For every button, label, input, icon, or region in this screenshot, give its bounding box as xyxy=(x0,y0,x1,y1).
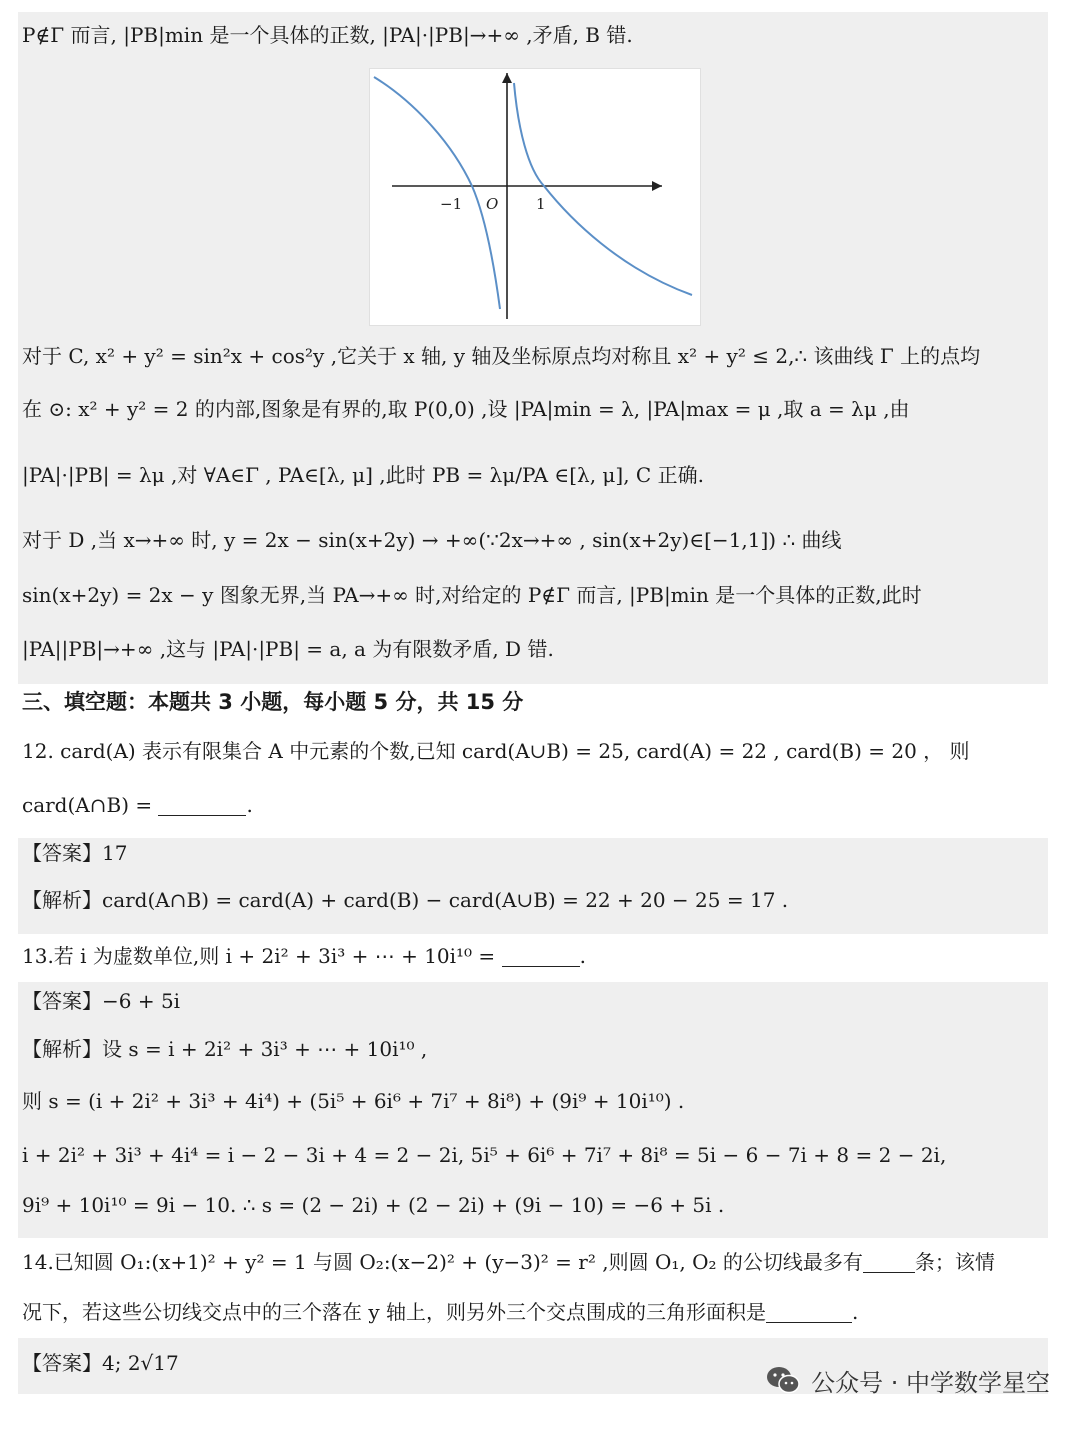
q12-answer xyxy=(22,836,1048,870)
q12-period: . xyxy=(246,793,253,817)
left-curve-branch xyxy=(374,77,500,309)
q12-analysis-text: card(A∩B) = card(A) + card(B) − card(A∪B) = 22 + 20 − 25 = 17 . xyxy=(102,888,789,912)
q14-stem-expr-2: 况下，若这些公切线交点中的三个落在 y 轴上，则另外三个交点围成的三角形面积是 xyxy=(22,1300,767,1324)
q13-answer-label: 【答案】 xyxy=(22,989,102,1013)
option-d-line-3: |PA||PB|→+∞ ,这与 |PA|·|PB| = a, a 为有限数矛盾, D 错. xyxy=(22,637,554,661)
option-d-line-1: 对于 D ,当 x→+∞ 时, y = 2x − sin(x+2y) → +∞(∵2x→+∞ , sin(x+2y)∈[−1,1]) ∴ 曲线 xyxy=(22,528,842,552)
y-axis-arrow xyxy=(502,73,512,83)
q14-period: . xyxy=(852,1300,859,1324)
q13-answer-value: −6 + 5i xyxy=(102,989,181,1013)
q13-answer-blank xyxy=(502,944,580,967)
q13-analysis-label: 【解析】 xyxy=(22,1037,102,1061)
q14-stem-line-2 xyxy=(22,1295,1048,1329)
curve-figure xyxy=(369,68,701,326)
tick-label-1: 1 xyxy=(536,195,546,213)
q12-stem-line-2 xyxy=(22,788,1048,822)
q13-analysis-line-3: i + 2i² + 3i³ + 4i⁴ = i − 2 − 3i + 4 = 2 − 2i, 5i⁵ + 6i⁶ + 7i⁷ + 8i⁸ = 5i − 6 − 7i + 8 = 2 − 2i, xyxy=(22,1143,947,1167)
option-d-line-2: sin(x+2y) = 2x − y 图象无界,当 PA→+∞ 时,对给定的 P∉Γ 而言, |PB|min 是一个具体的正数,此时 xyxy=(22,583,922,607)
q13-stem-expr: 13.若 i 为虚数单位,则 i + 2i² + 3i³ + ⋯ + 10i¹⁰ = xyxy=(22,944,496,968)
q12-stem-expr: card(A∩B) = xyxy=(22,793,153,817)
q12-answer-blank xyxy=(158,793,246,816)
q14-answer-label: 【答案】 xyxy=(22,1351,102,1375)
option-c-line-2: 在 ⊙: x² + y² = 2 的内部,图象是有界的,取 P(0,0) ,设 |PA|min = λ, |PA|max = μ ,取 a = λμ ,由 xyxy=(22,397,910,421)
q14-stem-line-1 xyxy=(22,1245,1048,1279)
q13-period: . xyxy=(579,944,586,968)
x-axis-arrow xyxy=(652,181,662,191)
origin-label: O xyxy=(486,195,499,213)
watermark-text: 公众号 · 中学数学星空 xyxy=(811,1368,1050,1397)
wechat-icon xyxy=(765,1365,801,1395)
curve-graph xyxy=(370,69,700,325)
tick-label-neg1: −1 xyxy=(440,195,463,213)
q13-stem xyxy=(22,939,1048,973)
q14-blank-2 xyxy=(766,1300,852,1323)
q13-analysis-line-2: 则 s = (i + 2i² + 3i³ + 4i⁴) + (5i⁵ + 6i⁶ + 7i⁷ + 8i⁸) + (9i⁹ + 10i¹⁰) . xyxy=(22,1089,685,1113)
q14-blank-1 xyxy=(863,1250,915,1273)
q14-stem-expr: 14.已知圆 O₁:(x+1)² + y² = 1 与圆 O₂:(x−2)² + (y−3)² = r² ,则圆 O₁, O₂ 的公切线最多有 xyxy=(22,1250,863,1274)
q12-answer-label: 【答案】 xyxy=(22,841,102,865)
q14-answer xyxy=(22,1346,740,1380)
q13-analysis-line-4: 9i⁹ + 10i¹⁰ = 9i − 10. ∴ s = (2 − 2i) + (2 − 2i) + (9i − 10) = −6 + 5i . xyxy=(22,1193,725,1217)
q13-analysis-text-1: 设 s = i + 2i² + 3i³ + ⋯ + 10i¹⁰ , xyxy=(102,1037,428,1061)
q14-stem-tail: 条；该情 xyxy=(914,1250,995,1274)
q12-answer-value: 17 xyxy=(102,841,128,865)
option-c-line-1: 对于 C, x² + y² = sin²x + cos²y ,它关于 x 轴, y 轴及坐标原点均对称且 x² + y² ≤ 2,∴ 该曲线 Γ 上的点均 xyxy=(22,344,981,368)
continuation-line: P∉Γ 而言, |PB|min 是一个具体的正数, |PA|·|PB|→+∞ ,矛盾, B 错. xyxy=(22,23,633,47)
q13-analysis xyxy=(22,1032,1048,1066)
wechat-watermark xyxy=(765,1360,1050,1400)
section-heading: 三、填空题：本题共 3 小题，每小题 5 分，共 15 分 xyxy=(22,690,524,714)
option-c-line-3: |PA|·|PB| = λμ ,对 ∀A∈Γ , PA∈[λ, μ] ,此时 PB = λμ/PA ∈[λ, μ], C 正确. xyxy=(22,463,704,487)
q12-analysis xyxy=(22,883,1048,917)
q14-answer-value: 4; 2√17 xyxy=(102,1351,179,1375)
right-curve-branch xyxy=(514,83,692,295)
q12-analysis-label: 【解析】 xyxy=(22,888,102,912)
q13-answer xyxy=(22,984,1048,1018)
q12-stem-line-1: 12. card(A) 表示有限集合 A 中元素的个数,已知 card(A∪B) = 25, card(A) = 22 , card(B) = 20 ， 则 xyxy=(22,739,970,763)
